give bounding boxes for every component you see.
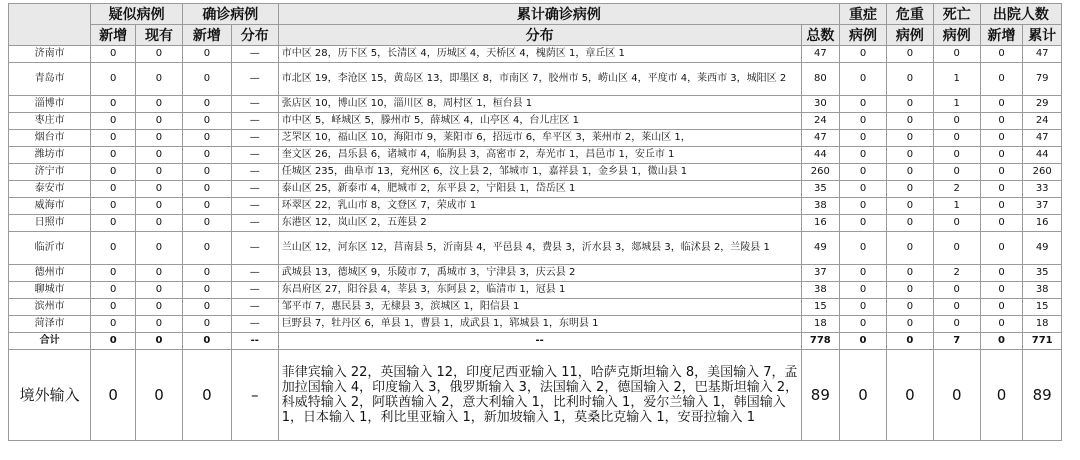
death-count: 2: [933, 265, 980, 282]
table-row: [9, 164, 1062, 181]
header-cumulative: 累计确诊病例: [278, 4, 839, 25]
confirmed-distribution: —: [231, 96, 278, 113]
severe-count: 0: [840, 350, 887, 441]
imported-row: [9, 350, 1062, 441]
discharged-new: 0: [980, 198, 1023, 215]
city-name: 济南市: [9, 46, 91, 63]
suspected-new: 0: [91, 147, 136, 164]
cumulative-distribution: 市中区 28，历下区 5，长清区 4，历城区 4，天桥区 4，槐荫区 1，章丘区 1: [278, 46, 801, 63]
city-name: 菏泽市: [9, 316, 91, 333]
header-confirmed-distribution: 分布: [231, 25, 278, 46]
header-suspected: 疑似病例: [91, 4, 183, 25]
cumulative-distribution: 兰山区 12，河东区 12，莒南县 5，沂南县 4，平邑县 4，费县 3，沂水县 3，郯城县 3，临沭县 2，兰陵县 1: [278, 232, 801, 265]
confirmed-new: 0: [182, 198, 231, 215]
suspected-current: 0: [136, 215, 183, 232]
cumulative-distribution: 东港区 12，岚山区 2，五莲县 2: [278, 215, 801, 232]
cumulative-distribution: 张店区 10，博山区 10，淄川区 8，周村区 1，桓台县 1: [278, 96, 801, 113]
city-name: 临沂市: [9, 232, 91, 265]
confirmed-new: 0: [182, 181, 231, 198]
header-severe: 重症: [840, 4, 887, 25]
critical-count: 0: [886, 299, 933, 316]
suspected-new: 0: [91, 46, 136, 63]
suspected-new: 0: [91, 63, 136, 96]
cumulative-total: 44: [801, 147, 840, 164]
critical-count: 0: [886, 96, 933, 113]
discharged-total: 35: [1023, 265, 1062, 282]
discharged-new: 0: [980, 350, 1023, 441]
confirmed-distribution: --: [231, 333, 278, 350]
critical-count: 0: [886, 198, 933, 215]
confirmed-new: 0: [182, 316, 231, 333]
discharged-new: 0: [980, 113, 1023, 130]
critical-count: 0: [886, 333, 933, 350]
cumulative-total: 80: [801, 63, 840, 96]
confirmed-new: 0: [182, 96, 231, 113]
critical-count: 0: [886, 164, 933, 181]
city-name: 聊城市: [9, 282, 91, 299]
header-suspected-new: 新增: [91, 25, 136, 46]
table-row: [9, 46, 1062, 63]
suspected-new: 0: [91, 164, 136, 181]
suspected-current: 0: [136, 130, 183, 147]
header-discharged: 出院人数: [980, 4, 1061, 25]
suspected-current: 0: [136, 96, 183, 113]
table-row: [9, 181, 1062, 198]
severe-count: 0: [840, 63, 887, 96]
severe-count: 0: [840, 316, 887, 333]
cumulative-distribution: 武城县 13，德城区 9，乐陵市 7，禹城市 3，宁津县 3，庆云县 2: [278, 265, 801, 282]
discharged-total: 47: [1023, 130, 1062, 147]
confirmed-distribution: —: [231, 130, 278, 147]
death-count: 7: [933, 333, 980, 350]
table-row: [9, 96, 1062, 113]
discharged-total: 49: [1023, 232, 1062, 265]
table-row: [9, 282, 1062, 299]
confirmed-distribution: —: [231, 299, 278, 316]
severe-count: 0: [840, 215, 887, 232]
severe-count: 0: [840, 46, 887, 63]
suspected-current: 0: [136, 333, 183, 350]
suspected-current: 0: [136, 299, 183, 316]
discharged-new: 0: [980, 63, 1023, 96]
critical-count: 0: [886, 282, 933, 299]
city-name: 日照市: [9, 215, 91, 232]
header-death-cases: 病例: [933, 25, 980, 46]
header-death: 死亡: [933, 4, 980, 25]
critical-count: 0: [886, 130, 933, 147]
cumulative-distribution: 东昌府区 27，阳谷县 4，莘县 3，东阿县 2，临清市 1，冠县 1: [278, 282, 801, 299]
discharged-total: 15: [1023, 299, 1062, 316]
cumulative-distribution: 市中区 5，峄城区 5，滕州市 5，薛城区 4，山亭区 4，台儿庄区 1: [278, 113, 801, 130]
suspected-current: 0: [136, 316, 183, 333]
header-cumulative-total: 总数: [801, 25, 840, 46]
confirmed-new: 0: [182, 232, 231, 265]
death-count: 0: [933, 113, 980, 130]
header-row-2: [9, 25, 1062, 46]
confirmed-distribution: —: [231, 232, 278, 265]
death-count: 1: [933, 63, 980, 96]
critical-count: 0: [886, 316, 933, 333]
death-count: 0: [933, 299, 980, 316]
suspected-current: 0: [136, 113, 183, 130]
discharged-total: 18: [1023, 316, 1062, 333]
suspected-new: 0: [91, 130, 136, 147]
cumulative-distribution: 巨野县 7，牡丹区 6，单县 1，曹县 1，成武县 1，郓城县 1，东明县 1: [278, 316, 801, 333]
discharged-new: 0: [980, 96, 1023, 113]
discharged-new: 0: [980, 164, 1023, 181]
suspected-new: 0: [91, 113, 136, 130]
table-row: [9, 265, 1062, 282]
city-name: 青岛市: [9, 63, 91, 96]
cumulative-distribution: 菲律宾输入 22，英国输入 12，印度尼西亚输入 11，哈萨克斯坦输入 8，美国输入 7，孟加拉国输入 4，印度输入 3，俄罗斯输入 3，法国输入 2，德国输入 2，巴基斯坦输入 2，科威特输入 2，阿联酋输入 2，意大利输入 1，比利时输入 1，爱尔兰输入 1，韩国输入 1，日本输入 1，利比里亚输入 1，新加坡输入 1，莫桑比克输入 1，安哥拉输入 1: [278, 350, 801, 441]
header-critical: 危重: [886, 4, 933, 25]
critical-count: 0: [886, 181, 933, 198]
suspected-current: 0: [136, 350, 183, 441]
confirmed-distribution: —: [231, 164, 278, 181]
confirmed-distribution: –: [231, 350, 278, 441]
suspected-new: 0: [91, 316, 136, 333]
total-label: 合计: [9, 333, 91, 350]
confirmed-distribution: —: [231, 46, 278, 63]
header-row-1: [9, 4, 1062, 25]
confirmed-distribution: —: [231, 215, 278, 232]
confirmed-distribution: —: [231, 181, 278, 198]
severe-count: 0: [840, 113, 887, 130]
confirmed-distribution: —: [231, 198, 278, 215]
suspected-new: 0: [91, 198, 136, 215]
cumulative-total: 49: [801, 232, 840, 265]
critical-count: 0: [886, 147, 933, 164]
city-name: 威海市: [9, 198, 91, 215]
table-row: [9, 299, 1062, 316]
suspected-current: 0: [136, 147, 183, 164]
suspected-current: 0: [136, 265, 183, 282]
cumulative-distribution: 环翠区 22，乳山市 8，文登区 7，荣成市 1: [278, 198, 801, 215]
cumulative-total: 38: [801, 198, 840, 215]
table-row: [9, 130, 1062, 147]
suspected-current: 0: [136, 181, 183, 198]
suspected-new: 0: [91, 333, 136, 350]
table-row: [9, 232, 1062, 265]
death-count: 0: [933, 164, 980, 181]
covid-case-table: [8, 3, 1062, 441]
confirmed-new: 0: [182, 215, 231, 232]
death-count: 0: [933, 215, 980, 232]
cumulative-total: 30: [801, 96, 840, 113]
cumulative-total: 778: [801, 333, 840, 350]
cumulative-distribution: --: [278, 333, 801, 350]
cumulative-distribution: 市北区 19，李沧区 15，黄岛区 13，即墨区 8，市南区 7，胶州市 5，崂山区 4，平度市 4，莱西市 3，城阳区 2: [278, 63, 801, 96]
city-name: 济宁市: [9, 164, 91, 181]
confirmed-distribution: —: [231, 265, 278, 282]
discharged-total: 79: [1023, 63, 1062, 96]
suspected-new: 0: [91, 215, 136, 232]
cumulative-total: 15: [801, 299, 840, 316]
suspected-new: 0: [91, 299, 136, 316]
severe-count: 0: [840, 265, 887, 282]
discharged-new: 0: [980, 215, 1023, 232]
suspected-new: 0: [91, 282, 136, 299]
death-count: 1: [933, 198, 980, 215]
critical-count: 0: [886, 265, 933, 282]
discharged-total: 38: [1023, 282, 1062, 299]
header-severe-cases: 病例: [840, 25, 887, 46]
critical-count: 0: [886, 232, 933, 265]
discharged-new: 0: [980, 181, 1023, 198]
header-cumulative-distribution: 分布: [278, 25, 801, 46]
cumulative-total: 89: [801, 350, 840, 441]
discharged-total: 29: [1023, 96, 1062, 113]
discharged-new: 0: [980, 282, 1023, 299]
cumulative-total: 18: [801, 316, 840, 333]
discharged-new: 0: [980, 316, 1023, 333]
death-count: 0: [933, 130, 980, 147]
suspected-current: 0: [136, 63, 183, 96]
severe-count: 0: [840, 164, 887, 181]
discharged-total: 24: [1023, 113, 1062, 130]
discharged-total: 33: [1023, 181, 1062, 198]
confirmed-new: 0: [182, 299, 231, 316]
discharged-total: 771: [1023, 333, 1062, 350]
confirmed-distribution: —: [231, 63, 278, 96]
header-confirmed-new: 新增: [182, 25, 231, 46]
cumulative-total: 47: [801, 46, 840, 63]
death-count: 0: [933, 147, 980, 164]
cumulative-distribution: 泰山区 25，新泰市 4，肥城市 2，东平县 2，宁阳县 1，岱岳区 1: [278, 181, 801, 198]
discharged-total: 37: [1023, 198, 1062, 215]
suspected-current: 0: [136, 164, 183, 181]
confirmed-distribution: —: [231, 316, 278, 333]
header-confirmed: 确诊病例: [182, 4, 278, 25]
confirmed-new: 0: [182, 350, 231, 441]
suspected-current: 0: [136, 282, 183, 299]
severe-count: 0: [840, 299, 887, 316]
death-count: 2: [933, 181, 980, 198]
cumulative-distribution: 奎文区 26，昌乐县 6，诸城市 4，临朐县 3，高密市 2，寿光市 1，昌邑市 1，安丘市 1: [278, 147, 801, 164]
critical-count: 0: [886, 215, 933, 232]
discharged-new: 0: [980, 46, 1023, 63]
header-city-blank: [9, 4, 91, 46]
cumulative-total: 38: [801, 282, 840, 299]
severe-count: 0: [840, 232, 887, 265]
cumulative-total: 260: [801, 164, 840, 181]
confirmed-distribution: —: [231, 147, 278, 164]
critical-count: 0: [886, 63, 933, 96]
city-name: 烟台市: [9, 130, 91, 147]
header-discharged-accumulated: 累计: [1023, 25, 1062, 46]
cumulative-distribution: 邹平市 7，惠民县 3，无棣县 3，滨城区 1，阳信县 1: [278, 299, 801, 316]
suspected-current: 0: [136, 232, 183, 265]
suspected-current: 0: [136, 198, 183, 215]
discharged-new: 0: [980, 265, 1023, 282]
confirmed-new: 0: [182, 147, 231, 164]
confirmed-distribution: —: [231, 113, 278, 130]
severe-count: 0: [840, 147, 887, 164]
discharged-new: 0: [980, 130, 1023, 147]
death-count: 0: [933, 46, 980, 63]
city-name: 德州市: [9, 265, 91, 282]
death-count: 0: [933, 350, 980, 441]
table-row: [9, 198, 1062, 215]
confirmed-new: 0: [182, 46, 231, 63]
table-row: [9, 113, 1062, 130]
cumulative-distribution: 任城区 235，曲阜市 13，兖州区 6，汶上县 2，邹城市 1，嘉祥县 1，金乡县 1，微山县 1: [278, 164, 801, 181]
severe-count: 0: [840, 333, 887, 350]
discharged-total: 47: [1023, 46, 1062, 63]
cumulative-total: 35: [801, 181, 840, 198]
table-row: [9, 215, 1062, 232]
severe-count: 0: [840, 96, 887, 113]
city-name: 潍坊市: [9, 147, 91, 164]
suspected-new: 0: [91, 96, 136, 113]
confirmed-distribution: —: [231, 282, 278, 299]
death-count: 0: [933, 232, 980, 265]
cumulative-total: 16: [801, 215, 840, 232]
header-critical-cases: 病例: [886, 25, 933, 46]
discharged-new: 0: [980, 333, 1023, 350]
suspected-new: 0: [91, 232, 136, 265]
confirmed-new: 0: [182, 265, 231, 282]
discharged-new: 0: [980, 232, 1023, 265]
death-count: 0: [933, 316, 980, 333]
table-row: [9, 316, 1062, 333]
cumulative-distribution: 芝罘区 10，福山区 10，海阳市 9，莱阳市 6，招远市 6，牟平区 3，莱州市 2，莱山区 1，: [278, 130, 801, 147]
header-discharged-new: 新增: [980, 25, 1023, 46]
severe-count: 0: [840, 282, 887, 299]
city-name: 泰安市: [9, 181, 91, 198]
critical-count: 0: [886, 113, 933, 130]
city-name: 枣庄市: [9, 113, 91, 130]
confirmed-new: 0: [182, 333, 231, 350]
suspected-new: 0: [91, 181, 136, 198]
suspected-current: 0: [136, 46, 183, 63]
cumulative-total: 24: [801, 113, 840, 130]
death-count: 0: [933, 282, 980, 299]
discharged-total: 16: [1023, 215, 1062, 232]
severe-count: 0: [840, 130, 887, 147]
critical-count: 0: [886, 350, 933, 441]
total-row: [9, 333, 1062, 350]
confirmed-new: 0: [182, 130, 231, 147]
severe-count: 0: [840, 198, 887, 215]
discharged-total: 44: [1023, 147, 1062, 164]
confirmed-new: 0: [182, 282, 231, 299]
city-name: 滨州市: [9, 299, 91, 316]
discharged-new: 0: [980, 147, 1023, 164]
discharged-total: 89: [1023, 350, 1062, 441]
table-row: [9, 147, 1062, 164]
city-name: 淄博市: [9, 96, 91, 113]
suspected-new: 0: [91, 350, 136, 441]
discharged-total: 260: [1023, 164, 1062, 181]
suspected-new: 0: [91, 265, 136, 282]
cumulative-total: 47: [801, 130, 840, 147]
confirmed-new: 0: [182, 113, 231, 130]
death-count: 1: [933, 96, 980, 113]
table-row: [9, 63, 1062, 96]
severe-count: 0: [840, 181, 887, 198]
discharged-new: 0: [980, 299, 1023, 316]
header-suspected-current: 现有: [136, 25, 183, 46]
imported-label: 境外输入: [9, 350, 91, 441]
confirmed-new: 0: [182, 164, 231, 181]
critical-count: 0: [886, 46, 933, 63]
confirmed-new: 0: [182, 63, 231, 96]
cumulative-total: 37: [801, 265, 840, 282]
